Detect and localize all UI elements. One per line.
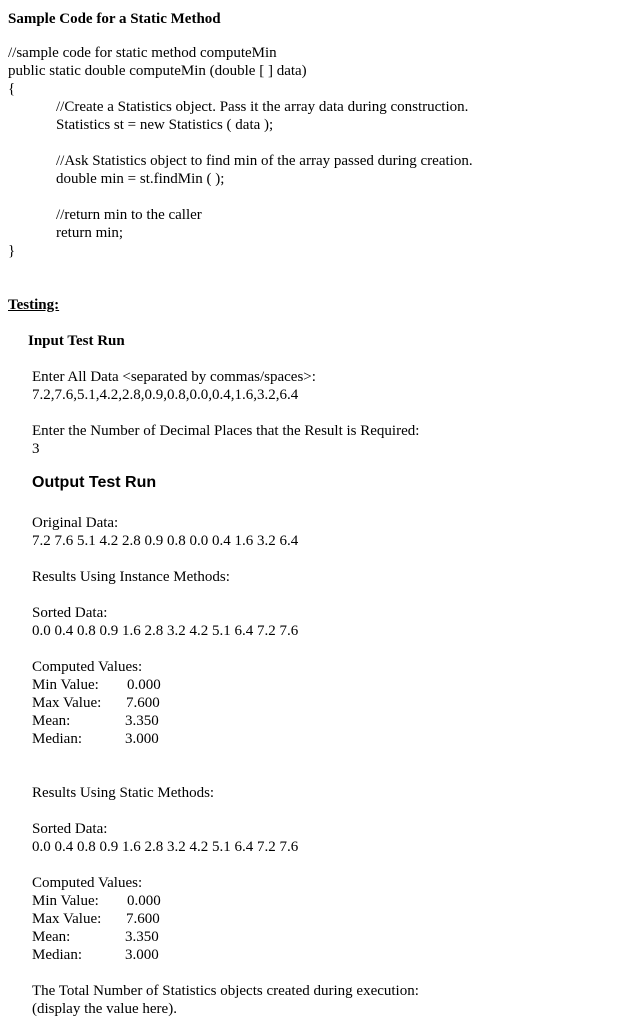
code-signature: public static double computeMin (double [ ] data) <box>8 63 307 79</box>
static-mean-label: Mean: <box>32 929 71 945</box>
static-mean-value: 3.350 <box>125 929 159 945</box>
code-comment: //sample code for static method computeMin <box>8 45 277 61</box>
input-test-run-heading: Input Test Run <box>28 333 125 349</box>
instance-max-label: Max Value: <box>32 695 102 711</box>
page-title: Sample Code for a Static Method <box>8 11 221 27</box>
testing-heading: Testing: <box>8 297 60 313</box>
code-line-create: Statistics st = new Statistics ( data ); <box>56 117 274 133</box>
instance-min-label: Min Value: <box>32 677 99 693</box>
instance-median-value: 3.000 <box>125 731 159 747</box>
static-median-label: Median: <box>32 947 82 963</box>
instance-sorted-label: Sorted Data: <box>32 605 108 621</box>
instance-results-heading: Results Using Instance Methods: <box>32 569 230 585</box>
instance-mean-value: 3.350 <box>125 713 159 729</box>
code-line-min: double min = st.findMin ( ); <box>56 171 225 187</box>
decimal-value: 3 <box>32 441 40 457</box>
total-objects-placeholder: (display the value here). <box>32 1001 177 1017</box>
code-comment-return: //return min to the caller <box>56 207 202 223</box>
static-sorted-label: Sorted Data: <box>32 821 108 837</box>
total-objects-line: The Total Number of Statistics objects created during execution: <box>32 983 419 999</box>
instance-computed-label: Computed Values: <box>32 659 143 675</box>
original-data-value: 7.2 7.6 5.1 4.2 2.8 0.9 0.8 0.0 0.4 1.6 3.2 6.4 <box>32 533 299 549</box>
static-median-value: 3.000 <box>125 947 159 963</box>
code-close-brace: } <box>8 243 16 259</box>
instance-min-value: 0.000 <box>127 677 161 693</box>
output-test-run-heading: Output Test Run <box>32 474 157 491</box>
instance-sorted-value: 0.0 0.4 0.8 0.9 1.6 2.8 3.2 4.2 5.1 6.4 7.2 7.6 <box>32 623 299 639</box>
static-max-value: 7.600 <box>126 911 160 927</box>
code-comment-create: //Create a Statistics object. Pass it the array data during construction. <box>56 99 469 115</box>
static-computed-label: Computed Values: <box>32 875 143 891</box>
instance-max-value: 7.600 <box>126 695 160 711</box>
original-data-label: Original Data: <box>32 515 119 531</box>
enter-data-value: 7.2,7.6,5.1,4.2,2.8,0.9,0.8,0.0,0.4,1.6,3.2,6.4 <box>32 387 299 403</box>
static-min-label: Min Value: <box>32 893 99 909</box>
static-min-value: 0.000 <box>127 893 161 909</box>
code-line-return: return min; <box>56 225 124 241</box>
instance-median-label: Median: <box>32 731 82 747</box>
static-max-label: Max Value: <box>32 911 102 927</box>
enter-data-prompt: Enter All Data <separated by commas/spaces>: <box>32 369 316 385</box>
static-sorted-value: 0.0 0.4 0.8 0.9 1.6 2.8 3.2 4.2 5.1 6.4 7.2 7.6 <box>32 839 299 855</box>
code-open-brace: { <box>8 81 16 97</box>
code-comment-ask: //Ask Statistics object to find min of the array passed during creation. <box>56 153 473 169</box>
decimal-prompt: Enter the Number of Decimal Places that the Result is Required: <box>32 423 420 439</box>
instance-mean-label: Mean: <box>32 713 71 729</box>
static-results-heading: Results Using Static Methods: <box>32 785 215 801</box>
